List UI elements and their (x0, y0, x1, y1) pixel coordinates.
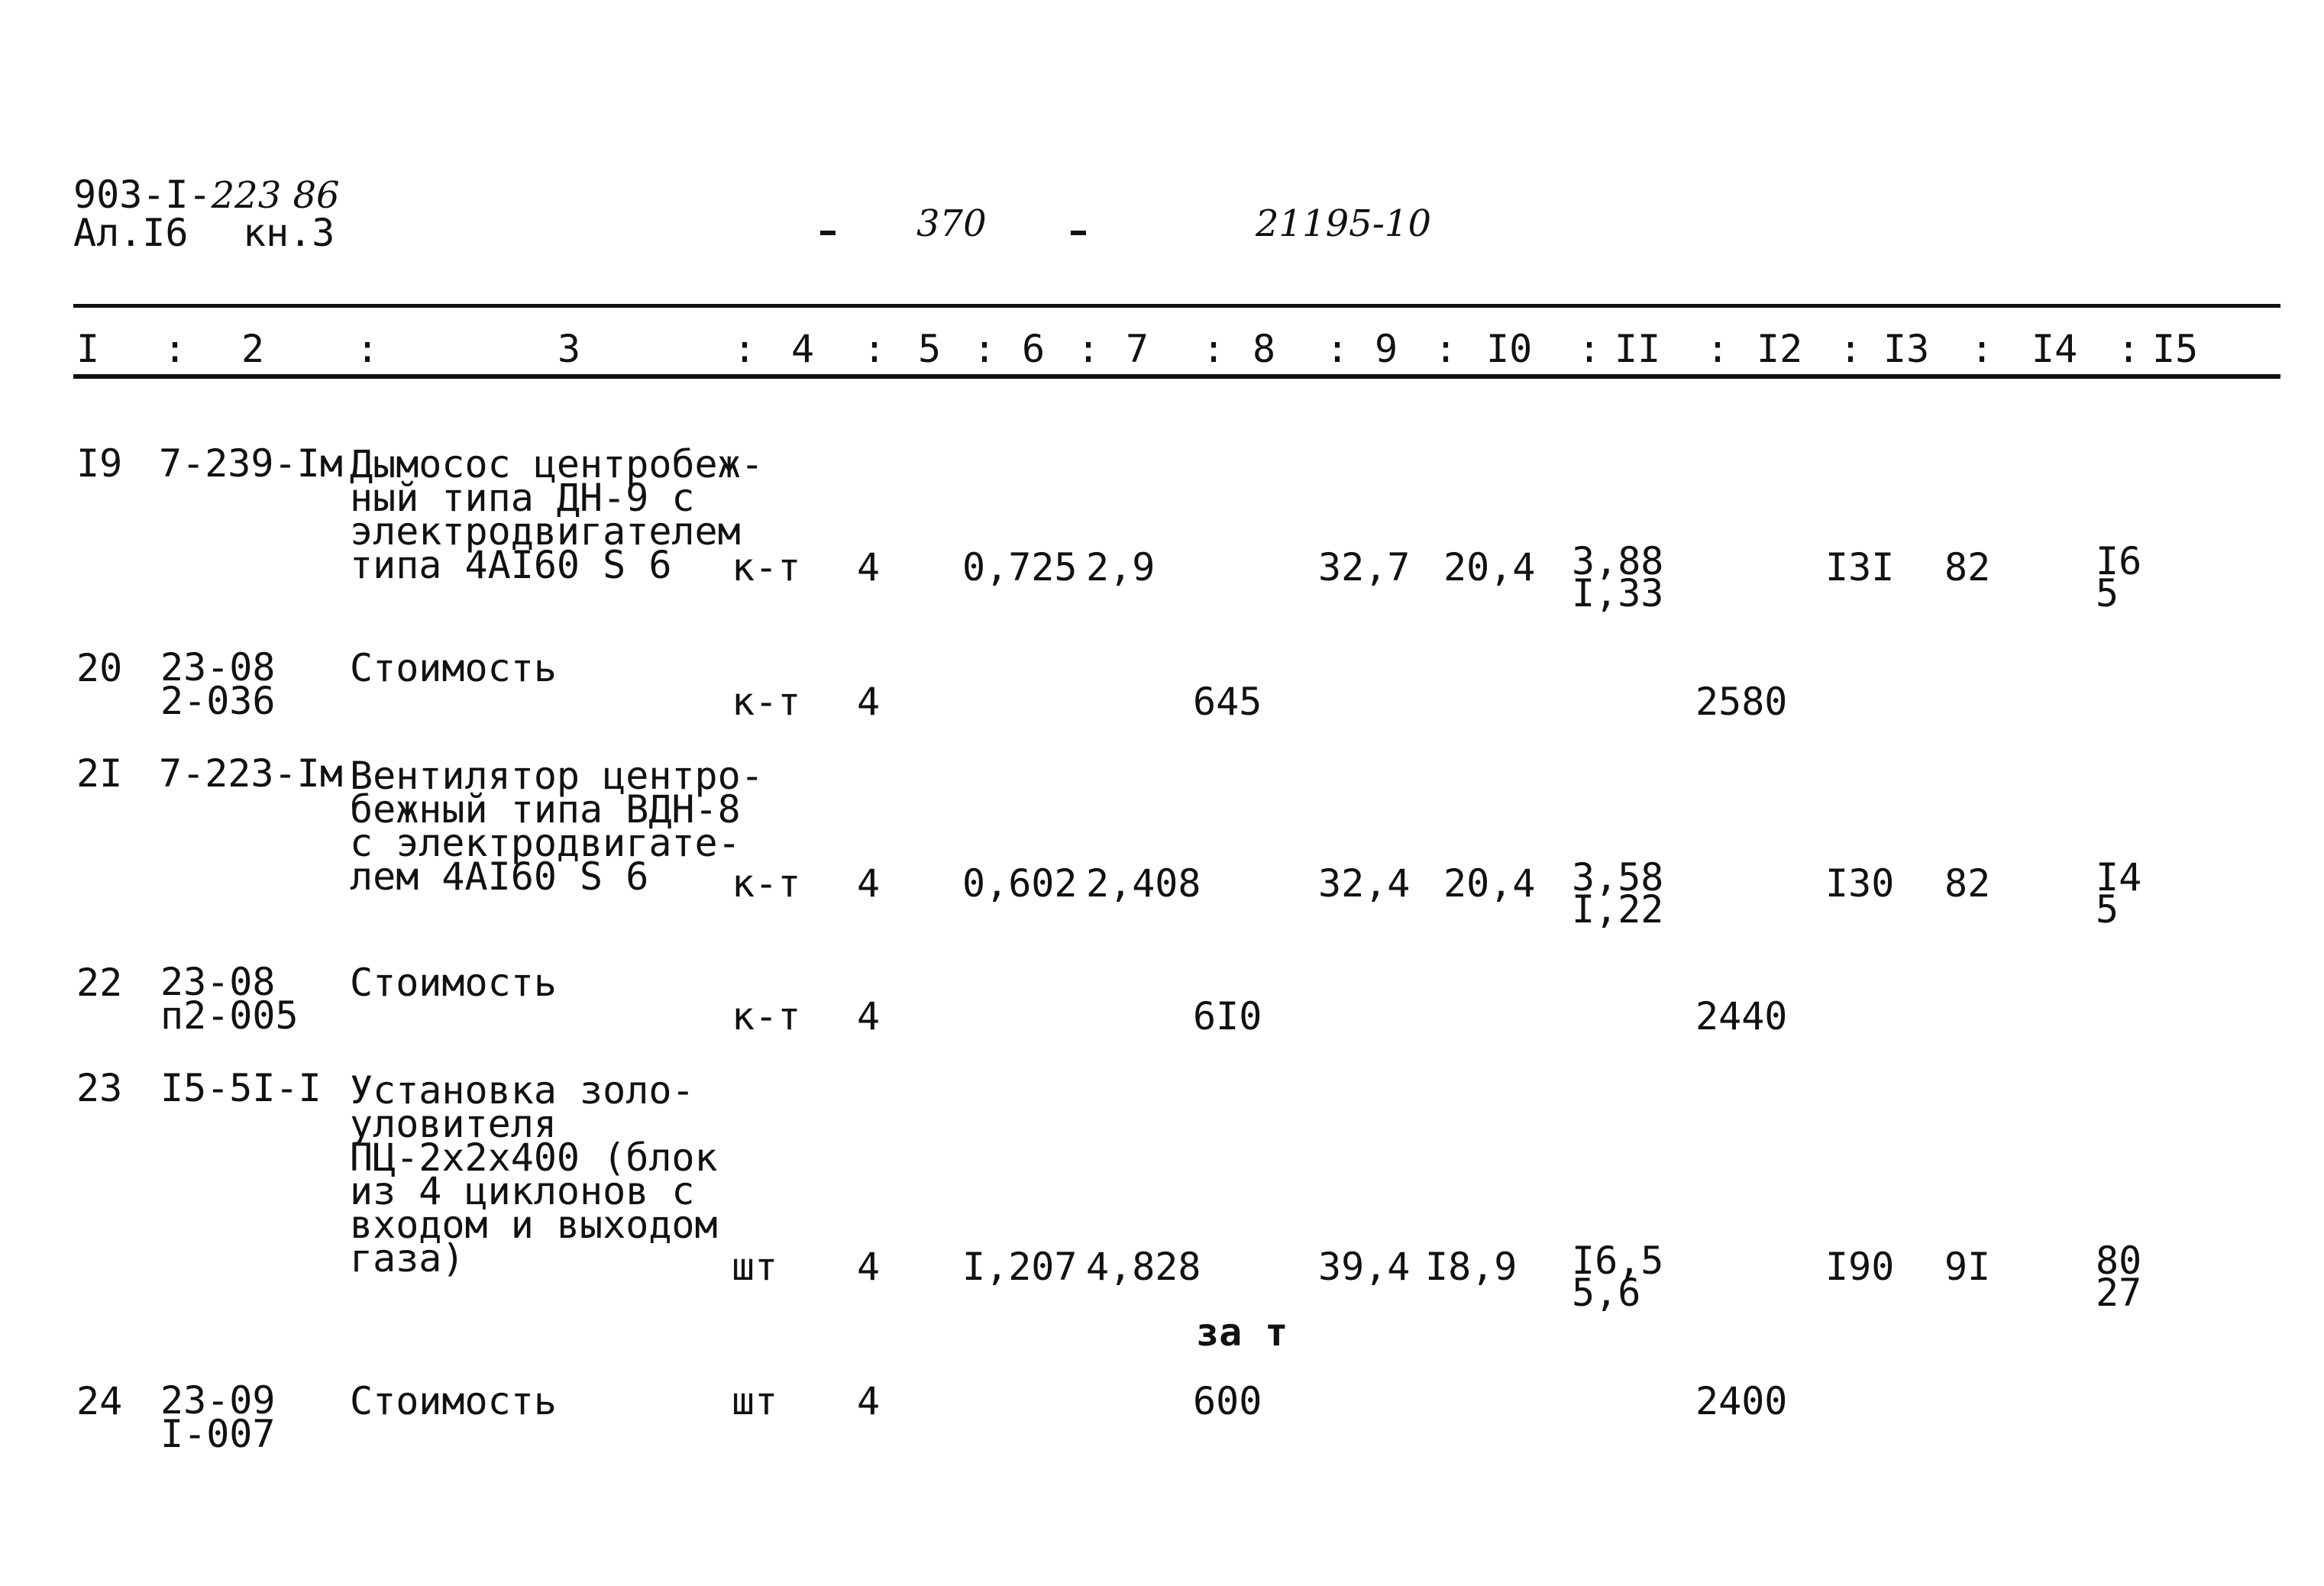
row-col9: 32,4 (1318, 861, 1411, 906)
row-col12: 2440 (1695, 994, 1788, 1038)
row-code: 23-09 I-007 (160, 1378, 276, 1456)
row-qty: 4 (857, 1379, 881, 1423)
row-number: 20 (76, 646, 123, 690)
row-col15: I4 5 (2096, 855, 2142, 932)
col-header-5: 5 (918, 327, 942, 371)
col-header-3: 3 (558, 327, 581, 371)
col-header-4: 4 (791, 327, 815, 371)
col-separator: : (163, 327, 187, 371)
row-col11: I6,5 5,6 (1572, 1239, 1664, 1315)
row-qty: 4 (857, 994, 881, 1038)
row-qty: 4 (857, 861, 881, 906)
row-qty: 4 (857, 680, 881, 724)
row-unit: к-т (732, 994, 801, 1038)
row-unit: к-т (732, 680, 801, 724)
row-number: 2I (76, 751, 123, 796)
col-separator: : (356, 327, 380, 371)
col-separator: : (1839, 327, 1863, 371)
col-header-15: I5 (2152, 327, 2199, 371)
row-col10: 20,4 (1443, 861, 1536, 906)
row-code: 23-08 2-036 (160, 645, 276, 723)
header-top-rule (73, 304, 2280, 308)
col-header-1: I (76, 327, 100, 371)
row-number: 23 (76, 1066, 123, 1110)
document-code-printed: 903-I- (73, 173, 212, 217)
row-col6: I,207 (962, 1245, 1078, 1289)
row-col6: 0,725 (962, 545, 1078, 590)
col-header-6: 6 (1022, 327, 1046, 371)
row-code: I5-5I-I (160, 1066, 322, 1110)
row-description: Стоимость (350, 1379, 557, 1423)
col-header-12: I2 (1757, 327, 1803, 371)
row-col7: 2,408 (1086, 861, 1201, 906)
col-separator: : (1202, 327, 1226, 371)
row-col8: 6I0 (1193, 994, 1262, 1038)
col-separator: : (1970, 327, 1994, 371)
header-bottom-rule (73, 374, 2280, 379)
album-label: Ал.I6 (73, 211, 189, 255)
col-header-8: 8 (1253, 327, 1276, 371)
row-description: Дымосос центробеж- ный типа ДН-9 с электродвигателем типа 4АI60 S 6 (350, 442, 764, 587)
col-header-14: I4 (2031, 327, 2078, 371)
col-header-7: 7 (1126, 327, 1149, 371)
row-number: I9 (76, 441, 123, 486)
page-number: 370 (916, 202, 987, 245)
row-unit: к-т (732, 861, 801, 906)
row-col12: 2400 (1695, 1379, 1788, 1423)
document-code-handwritten: 223 86 (211, 174, 340, 217)
document-code (73, 173, 340, 217)
col-separator: : (1077, 327, 1101, 371)
book-label: кн.3 (243, 211, 335, 255)
col-header-2: 2 (241, 327, 265, 371)
row-col10: I8,9 (1425, 1245, 1518, 1289)
row-qty: 4 (857, 1245, 881, 1289)
row-col14: 82 (1944, 861, 1991, 906)
col-separator: : (1434, 327, 1458, 371)
col-separator: : (2117, 327, 2141, 371)
row-number: 22 (76, 961, 123, 1005)
row-col15: I6 5 (2096, 539, 2142, 615)
row-col9: 32,7 (1318, 545, 1411, 590)
row-col6: 0,602 (962, 861, 1078, 906)
row-col11: 3,88 I,33 (1572, 539, 1664, 615)
col-header-11: II (1615, 327, 1661, 371)
row-description: Вентилятор центро- бежный типа ВДН-8 с электродвигате- лем 4АI60 S 6 (350, 754, 764, 899)
col-separator: : (973, 327, 997, 371)
row-qty: 4 (857, 545, 881, 590)
row-col13: I30 (1825, 861, 1895, 906)
row-col15: 80 27 (2096, 1239, 2142, 1315)
col-separator: : (863, 327, 887, 371)
row-col7: 2,9 (1086, 545, 1156, 590)
row-col14: 82 (1944, 545, 1991, 590)
row-col14: 9I (1944, 1245, 1991, 1289)
col-separator: : (733, 327, 757, 371)
row-col8: 645 (1193, 680, 1262, 724)
col-header-10: I0 (1486, 327, 1533, 371)
row-unit: шт (732, 1379, 778, 1423)
sheet-code: 21195-10 (1256, 202, 1431, 245)
col-separator: : (1706, 327, 1730, 371)
col-header-13: I3 (1883, 327, 1930, 371)
row-code: 23-08 п2-005 (160, 960, 299, 1038)
col-separator: : (1326, 327, 1349, 371)
row-unit: шт (732, 1245, 778, 1289)
row-col7: 4,828 (1086, 1245, 1201, 1289)
row-col8: 600 (1193, 1379, 1262, 1423)
col-header-9: 9 (1375, 327, 1398, 371)
row-col12: 2580 (1695, 680, 1788, 724)
page-dash-left (820, 231, 836, 235)
row-description: Стоимость (350, 961, 557, 1005)
row-code: 7-223-Iм (159, 751, 343, 796)
row-number: 24 (76, 1379, 123, 1423)
row-col10: 20,4 (1443, 545, 1536, 590)
row-code: 7-239-Iм (159, 441, 343, 486)
row-description: Установка золо- уловителя ПЦ-2х2х400 (блок из 4 циклонов с входом и выходом газа) (350, 1068, 718, 1281)
row-col11: 3,58 I,22 (1572, 855, 1664, 932)
row-col13: I3I (1825, 545, 1895, 590)
row-unit: к-т (732, 545, 801, 590)
row-col9: 39,4 (1318, 1245, 1411, 1289)
col-separator: : (1578, 327, 1602, 371)
page-dash-right (1071, 231, 1086, 235)
row-col13: I90 (1825, 1245, 1895, 1289)
row-note: за т (1196, 1310, 1288, 1355)
row-description: Стоимость (350, 646, 557, 690)
